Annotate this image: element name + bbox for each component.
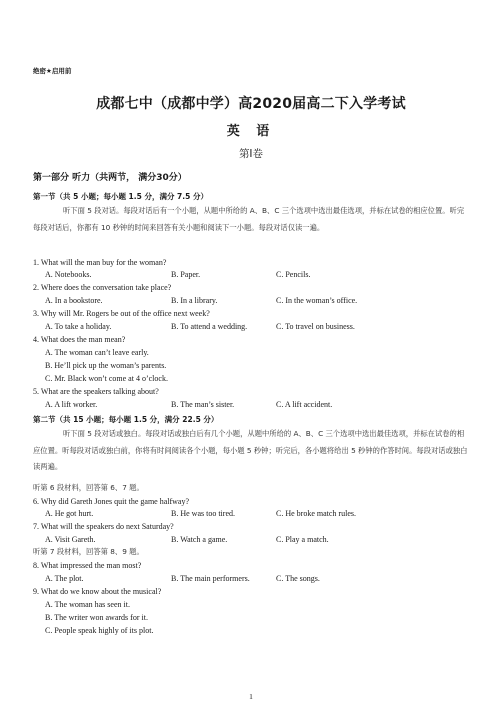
volume-label: 第I卷: [238, 148, 264, 160]
q7-option-c: C. Play a match.: [276, 535, 329, 544]
material-7-note: 听第 7 段材料，回答第 8、9 题。: [33, 547, 144, 556]
q3-option-c: C. To travel on business.: [276, 322, 355, 331]
q4-option-a: A. The woman can’t leave early.: [45, 348, 149, 357]
q3-option-a: A. To take a holiday.: [45, 322, 112, 331]
question-8: 8. What impressed the man most?: [33, 561, 142, 570]
section2-instructions: 听下面 5 段对话或独白。每段对话或独白后有几个小题，从题中所给的 A、B、C 三个选项中选出最佳选项，并标在试卷的相应位置。听每段对话或独白前，你将有时间阅读各个小题，每小题 5 秒钟；听完后，各小题将给出 5 秒钟的作答时间。每段对话或独白读两遍。: [33, 429, 468, 471]
q8-option-c: C. The songs.: [276, 574, 320, 583]
question-2: 2. Where does the conversation take place?: [33, 283, 172, 292]
q5-option-b: B. The man’s sister.: [171, 400, 235, 409]
q3-option-b: B. To attend a wedding.: [171, 322, 248, 331]
q2-option-b: B. In a library.: [171, 296, 218, 305]
question-4: 4. What does the man mean?: [33, 335, 126, 344]
question-7: 7. What will the speakers do next Saturday?: [33, 522, 174, 531]
q7-option-b: B. Watch a game.: [171, 535, 228, 544]
q2-option-c: C. In the woman’s office.: [276, 296, 358, 305]
q5-option-c: C. A lift accident.: [276, 400, 333, 409]
material-6-note: 听第 6 段材料，回答第 6、7 题。: [33, 483, 144, 492]
q8-option-b: B. The main performers.: [171, 574, 250, 583]
q9-option-b: B. The writer won awards for it.: [45, 613, 148, 622]
q9-option-a: A. The woman has seen it.: [45, 600, 130, 609]
question-5: 5. What are the speakers talking about?: [33, 387, 159, 396]
q1-option-a: A. Notebooks.: [45, 270, 92, 279]
q7-option-a: A. Visit Gareth.: [45, 535, 96, 544]
question-6: 6. Why did Gareth Jones quit the game halfway?: [33, 497, 190, 506]
q1-option-c: C. Pencils.: [276, 270, 311, 279]
part1-title: 第一部分 听力（共两节， 满分30分）: [33, 173, 187, 183]
q2-option-a: A. In a bookstore.: [45, 296, 103, 305]
subject-title: 英 语: [226, 124, 276, 139]
question-3: 3. Why will Mr. Rogers be out of the office next week?: [33, 309, 210, 318]
q6-option-b: B. He was too tired.: [171, 509, 235, 518]
secret-label: 绝密★启用前: [33, 67, 72, 75]
q1-option-b: B. Paper.: [171, 270, 201, 279]
section1-instructions: 听下面 5 段对话。每段对话后有一个小题，从题中所给的 A、B、C 三个选项中选出最佳选项，并标在试卷的相应位置。听完每段对话后，你都有 10 秒钟的时间来回答有关小题和阅读下一小题。每段对话仅读一遍。: [33, 206, 465, 232]
page-number: 1: [249, 692, 253, 701]
q9-option-c: C. People speak highly of its plot.: [45, 626, 154, 635]
q6-option-c: C. He broke match rules.: [276, 509, 356, 518]
section2-title: 第二节（共 15 小题；每小题 1.5 分，满分 22.5 分）: [33, 415, 219, 424]
section1-title: 第一节（共 5 小题；每小题 1.5 分，满分 7.5 分）: [33, 192, 208, 201]
question-9: 9. What do we know about the musical?: [33, 587, 162, 596]
q6-option-a: A. He got hurt.: [45, 509, 94, 518]
q4-option-b: B. He’ll pick up the woman’s parents.: [45, 361, 167, 370]
q4-option-c: C. Mr. Black won’t come at 4 o’clock.: [45, 374, 168, 383]
q5-option-a: A. A lift worker.: [45, 400, 98, 409]
exam-title: 成都七中（成都中学）高2020届高二下入学考试: [96, 96, 406, 112]
question-1: 1. What will the man buy for the woman?: [33, 258, 167, 267]
q8-option-a: A. The plot.: [45, 574, 84, 583]
